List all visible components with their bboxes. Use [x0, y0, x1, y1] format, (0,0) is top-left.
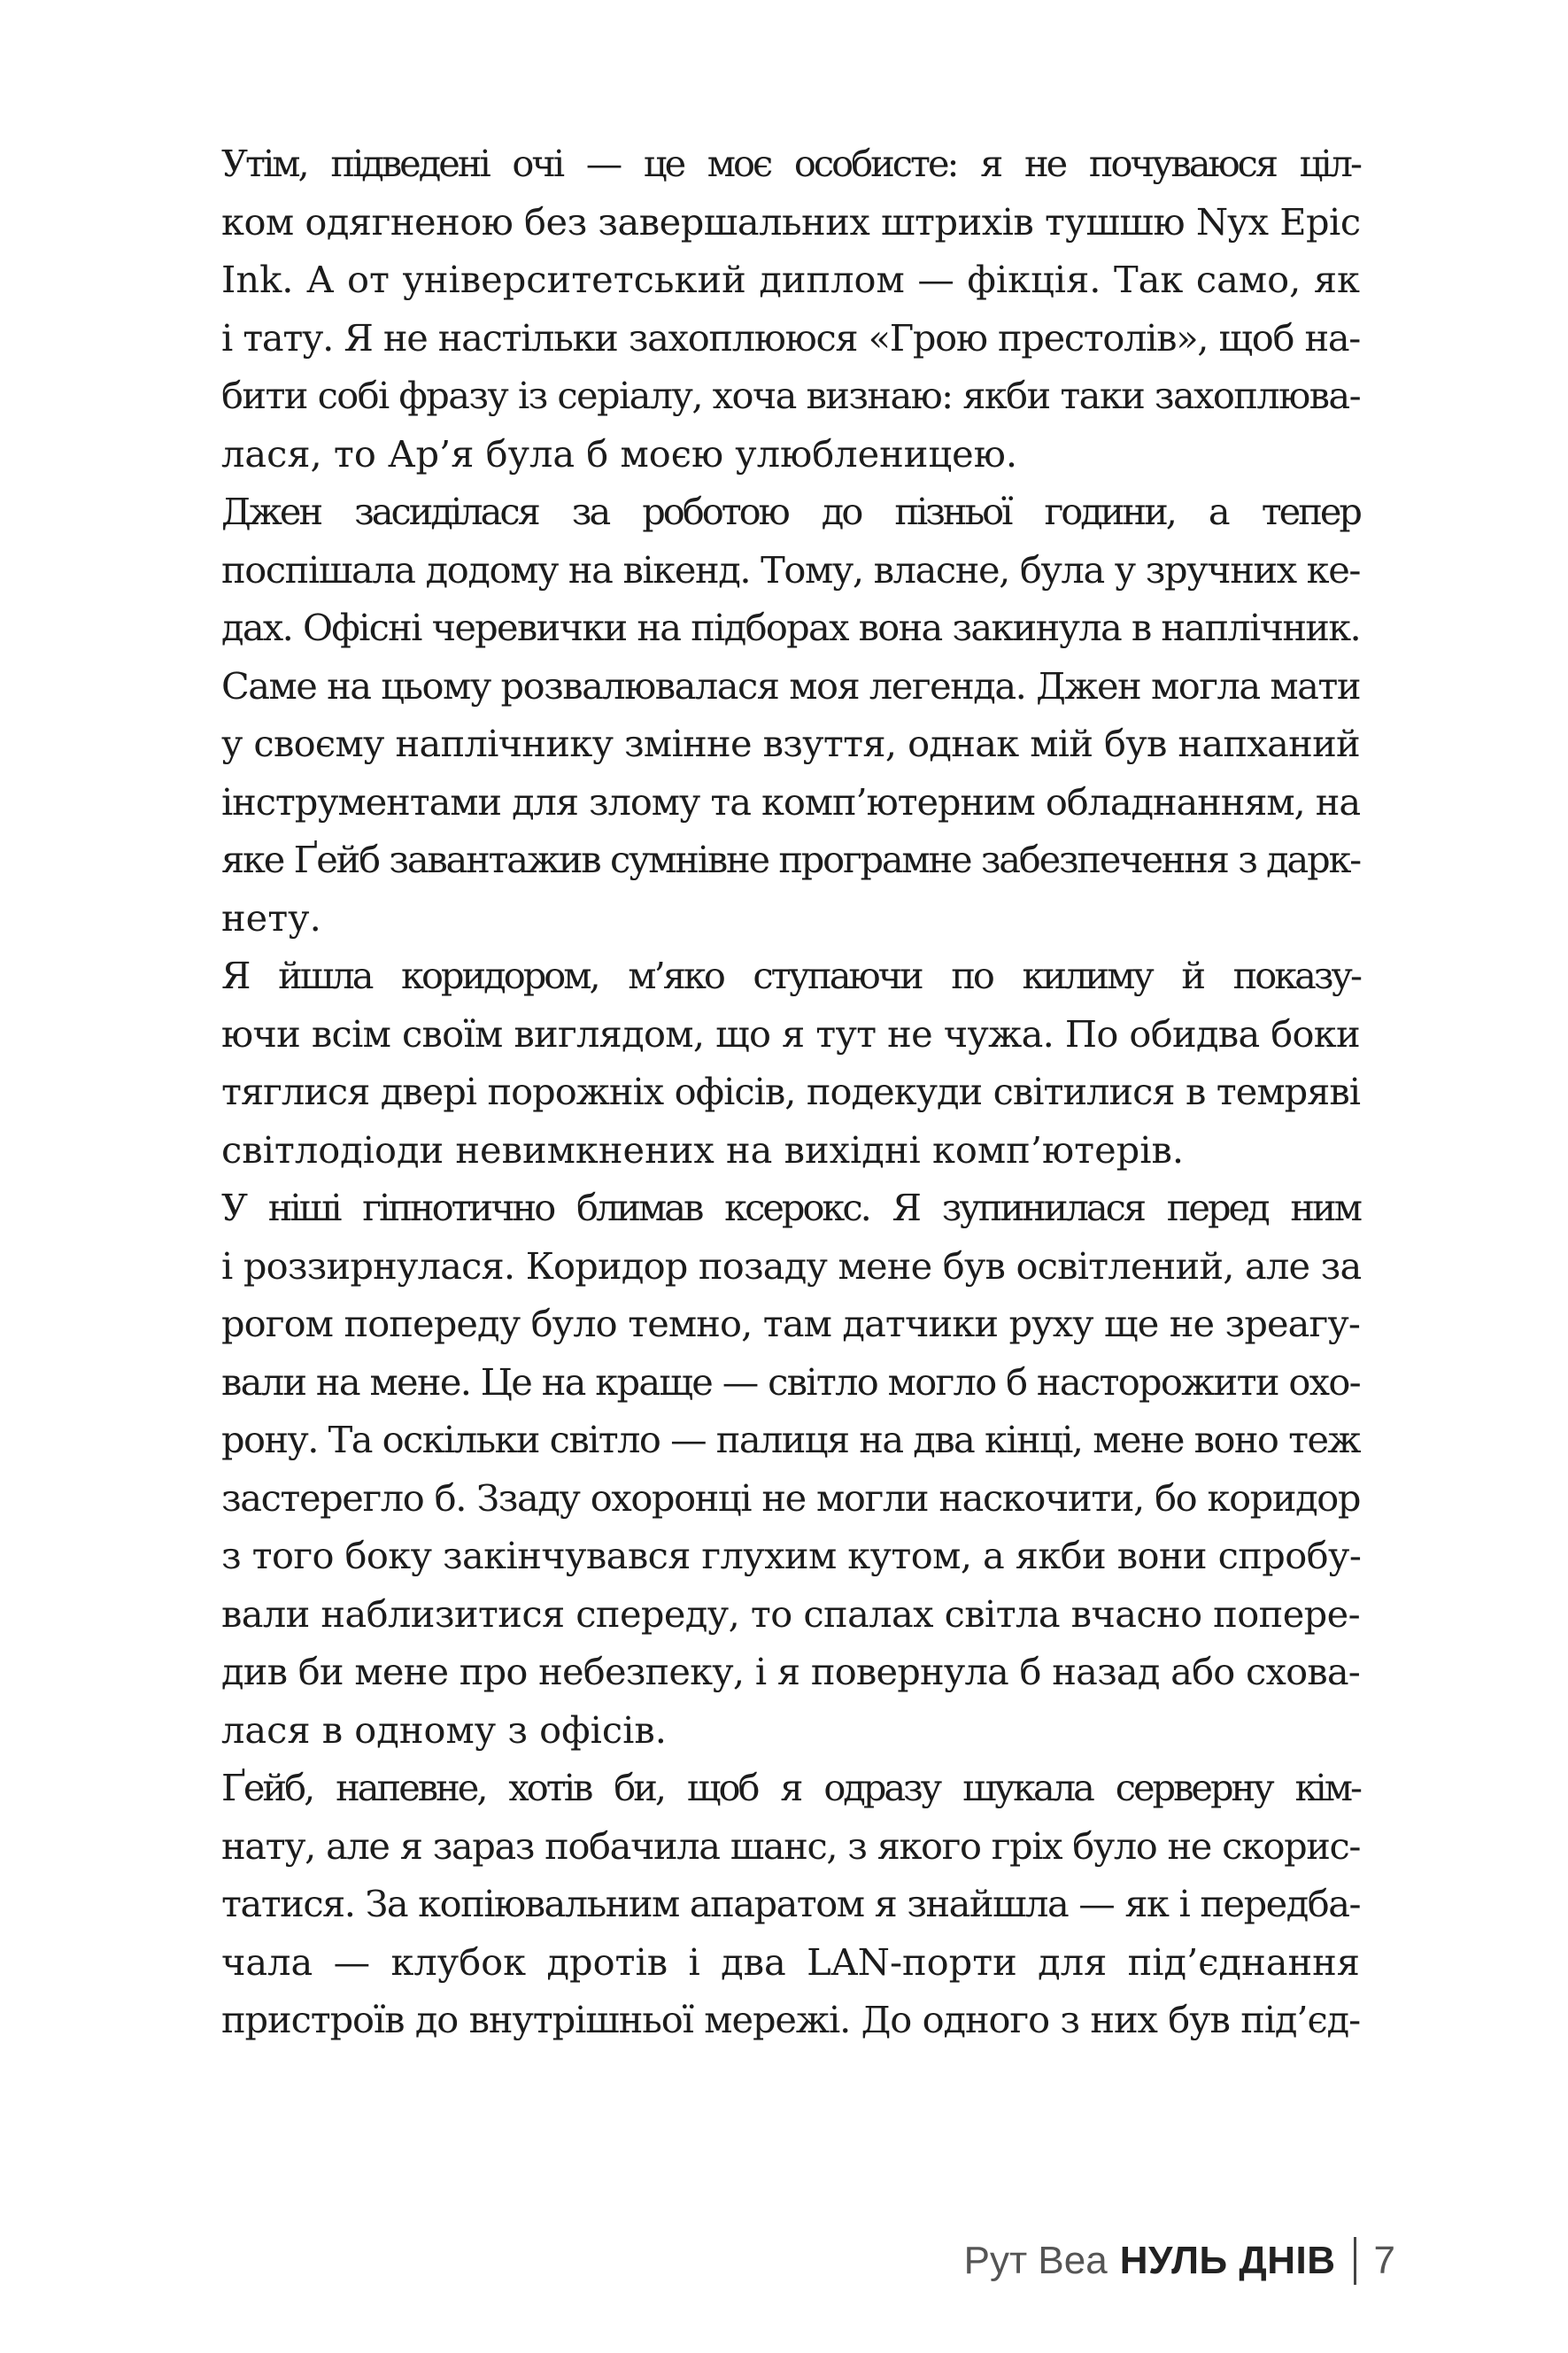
text-line: нету.: [221, 895, 321, 940]
text-line: У ніші гіпнотично блимав ксерокс. Я зупинилася перед ним: [221, 1186, 1360, 1229]
text-line: і тату. Я не настільки захоплююся «Грою престолів», щоб на-: [221, 315, 1360, 360]
text-line: з того боку закінчувався глухим кутом, а якби вони спробу-: [221, 1534, 1362, 1577]
page-footer: [964, 2236, 1395, 2286]
text-line: лася в одному з офісів.: [221, 1707, 667, 1752]
text-line: Саме на цьому розвалювалася моя легенда. Джен могла мати: [221, 663, 1360, 708]
paragraph-5: [177, 1759, 1360, 2049]
text-line: рогом попереду було темно, там датчики руху ще не зреагу-: [221, 1302, 1360, 1345]
text-line: яке Ґейб завантажив сумнівне програмне забезпечення з дарк-: [221, 838, 1360, 881]
text-line: рону. Та оскільки світло — палиця на два кінці, мене воно теж: [221, 1418, 1360, 1461]
text-line: поспішала додому на вікенд. Тому, власне, була у зручних ке-: [221, 547, 1360, 592]
paragraph-1: [177, 135, 1360, 483]
text-line: вали на мене. Це на краще — світло могло б насторожити охо-: [221, 1359, 1360, 1404]
text-line: тяглися двері порожніх офісів, подекуди світилися в темряві: [221, 1070, 1360, 1113]
text-line: чала — клубок дротів і два LAN-порти для під’єднання: [221, 1939, 1360, 1984]
text-line: Джен засиділася за роботою до пізньої години, а тепер: [221, 490, 1360, 533]
text-line: пристроїв до внутрішньої мережі. До одного з них був під’єд-: [221, 1998, 1360, 2041]
text-line: див би мене про небезпеку, і я повернула б назад або схова-: [221, 1650, 1360, 1693]
text-line: Ґейб, напевне, хотів би, щоб я одразу шукала серверну кім-: [221, 1766, 1360, 1809]
text-line: Ink. А от університетський диплом — фікція. Так само, як: [221, 258, 1360, 301]
text-line: лася, то Ар’я була б моєю улюбленицею.: [221, 431, 1018, 476]
footer-book-title: НУЛЬ ДНІВ: [1119, 2239, 1336, 2282]
text-line: вали наблизитися спереду, то спалах світла вчасно попере-: [221, 1591, 1360, 1636]
text-line: у своєму наплічнику змінне взуття, однак мій був напханий: [221, 722, 1360, 765]
paragraph-4: [177, 1179, 1360, 1759]
text-line: і роззирнулася. Коридор позаду мене був освітлений, але за: [221, 1243, 1362, 1288]
paragraph-2: [177, 483, 1360, 947]
text-line: ючи всім своїм виглядом, що я тут не чужа. По обидва боки: [221, 1011, 1360, 1056]
body-text: [177, 135, 1360, 2049]
paragraph-3: [177, 947, 1360, 1179]
footer-divider: [1354, 2237, 1356, 2285]
text-line: ком одягненою без завершальних штрихів тушшю Nyx Epic: [221, 199, 1361, 244]
text-line: світлодіоди невимкнених на вихідні комп’ютерів.: [221, 1127, 1185, 1172]
text-line: застерегло б. Ззаду охоронці не могли наскочити, бо коридор: [221, 1475, 1360, 1520]
text-line: Я йшла коридором, м’яко ступаючи по килиму й показу-: [221, 954, 1360, 997]
text-line: інструментами для злому та комп’ютерним обладнанням, на: [221, 779, 1360, 824]
text-line: дах. Офісні черевички на підборах вона закинула в наплічник.: [221, 606, 1360, 649]
text-line: Утім, підведені очі — це моє особисте: я не почуваюся ціл-: [221, 142, 1360, 185]
page-number: 7: [1373, 2239, 1395, 2282]
text-line: бити собі фразу із серіалу, хоча визнаю: якби таки захоплюва-: [221, 374, 1360, 417]
text-line: татися. За копіювальним апаратом я знайшла — як і передба-: [221, 1882, 1360, 1925]
footer-author: Рут Веа: [963, 2239, 1108, 2282]
text-line: нату, але я зараз побачила шанс, з якого гріх було не скорис-: [221, 1823, 1360, 1868]
